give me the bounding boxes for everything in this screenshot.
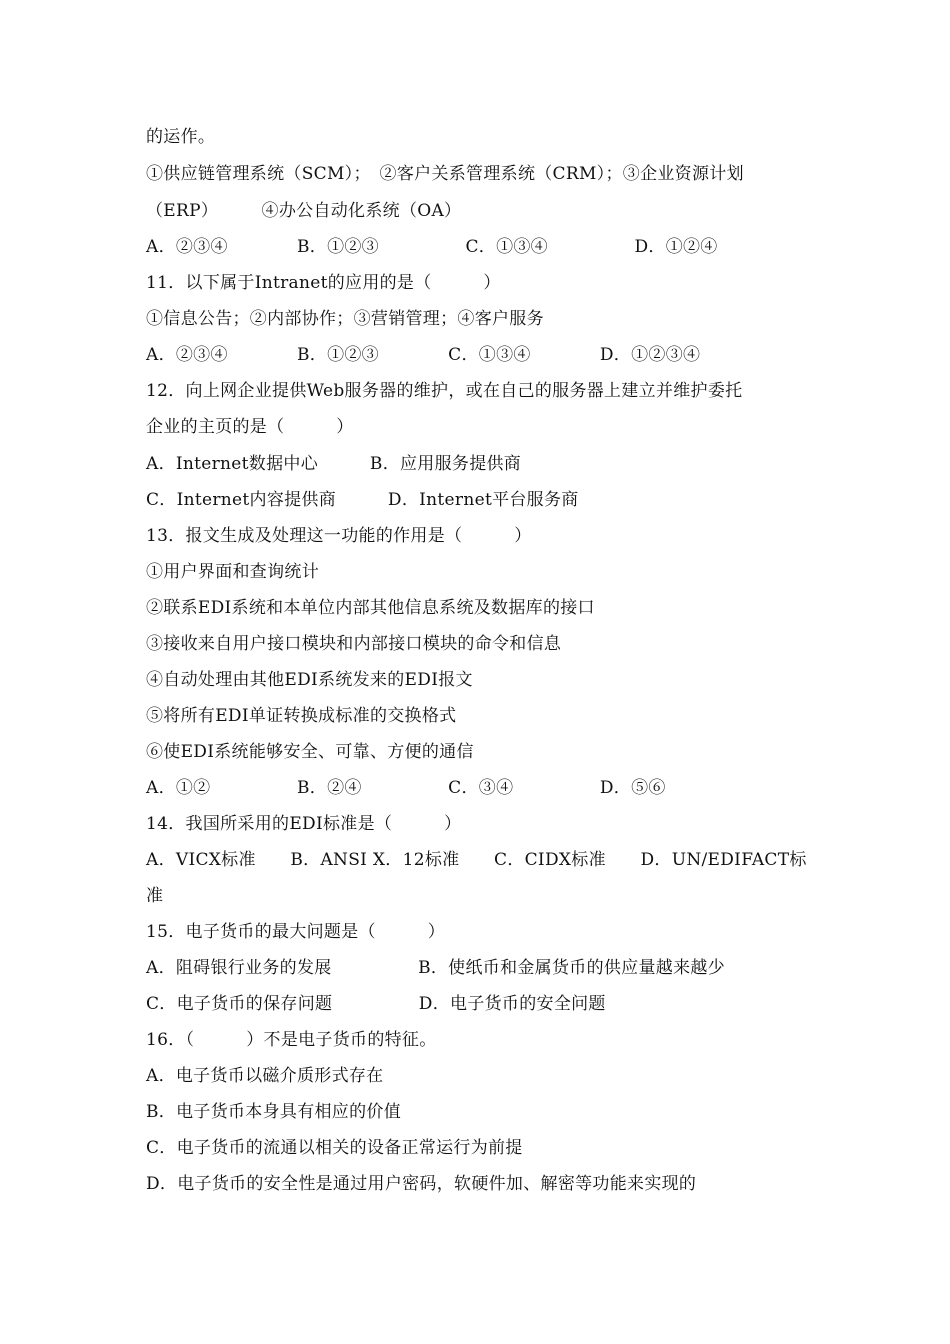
answer-option-d: D．电子货币的安全性是通过用户密码，软硬件加、解密等功能来实现的 [146,1174,697,1194]
text-line: ②联系EDI系统和本单位内部其他信息系统及数据库的接口 [146,598,595,618]
answer-options: A．Internet数据中心 B．应用服务提供商 [146,454,522,474]
text-line: 准 [146,886,164,906]
answer-options: A．①② B．②④ C．③④ D．⑤⑥ [146,778,666,798]
answer-options: A．②③④ B．①②③ C．①③④ D．①②③④ [146,345,701,365]
text-line: ①用户界面和查询统计 [146,562,319,582]
text-line: ④自动处理由其他EDI系统发来的EDI报文 [146,670,473,690]
answer-option-a: A．电子货币以磁介质形式存在 [146,1066,384,1086]
question-14: 14．我国所采用的EDI标准是（ ） [146,814,462,834]
answer-options: A．阻碍银行业务的发展 B．使纸币和金属货币的供应量越来越少 [146,958,725,978]
text-line: 的运作。 [146,127,216,147]
question-16: 16．（ ）不是电子货币的特征。 [146,1030,437,1050]
text-line: （ERP） ④办公自动化系统（OA） [146,201,462,221]
text-line: ①供应链管理系统（SCM）； ②客户关系管理系统（CRM）；③企业资源计划 [146,164,744,184]
question-12: 12．向上网企业提供Web服务器的维护，或在自己的服务器上建立并维护委托 [146,381,743,401]
text-line: 企业的主页的是（ ） [146,417,354,437]
answer-option-c: C．电子货币的流通以相关的设备正常运行为前提 [146,1138,523,1158]
answer-options: C．Internet内容提供商 D．Internet平台服务商 [146,490,579,510]
question-15: 15．电子货币的最大问题是（ ） [146,922,446,942]
answer-options: C．电子货币的保存问题 D．电子货币的安全问题 [146,994,606,1014]
text-line: ⑥使EDI系统能够安全、可靠、方便的通信 [146,742,474,762]
text-line: ①信息公告；②内部协作；③营销管理；④客户服务 [146,309,544,329]
question-11: 11．以下属于Intranet的应用的是（ ） [146,273,501,293]
text-line: ③接收来自用户接口模块和内部接口模块的命令和信息 [146,634,562,654]
answer-options: A．VICX标准 B．ANSI X．12标准 C．CIDX标准 D．UN/EDIFACT标 [146,850,807,870]
answer-options: A．②③④ B．①②③ C．①③④ D．①②④ [146,237,718,257]
question-13: 13．报文生成及处理这一功能的作用是（ ） [146,526,532,546]
answer-option-b: B．电子货币本身具有相应的价值 [146,1102,401,1122]
text-line: ⑤将所有EDI单证转换成标准的交换格式 [146,706,457,726]
